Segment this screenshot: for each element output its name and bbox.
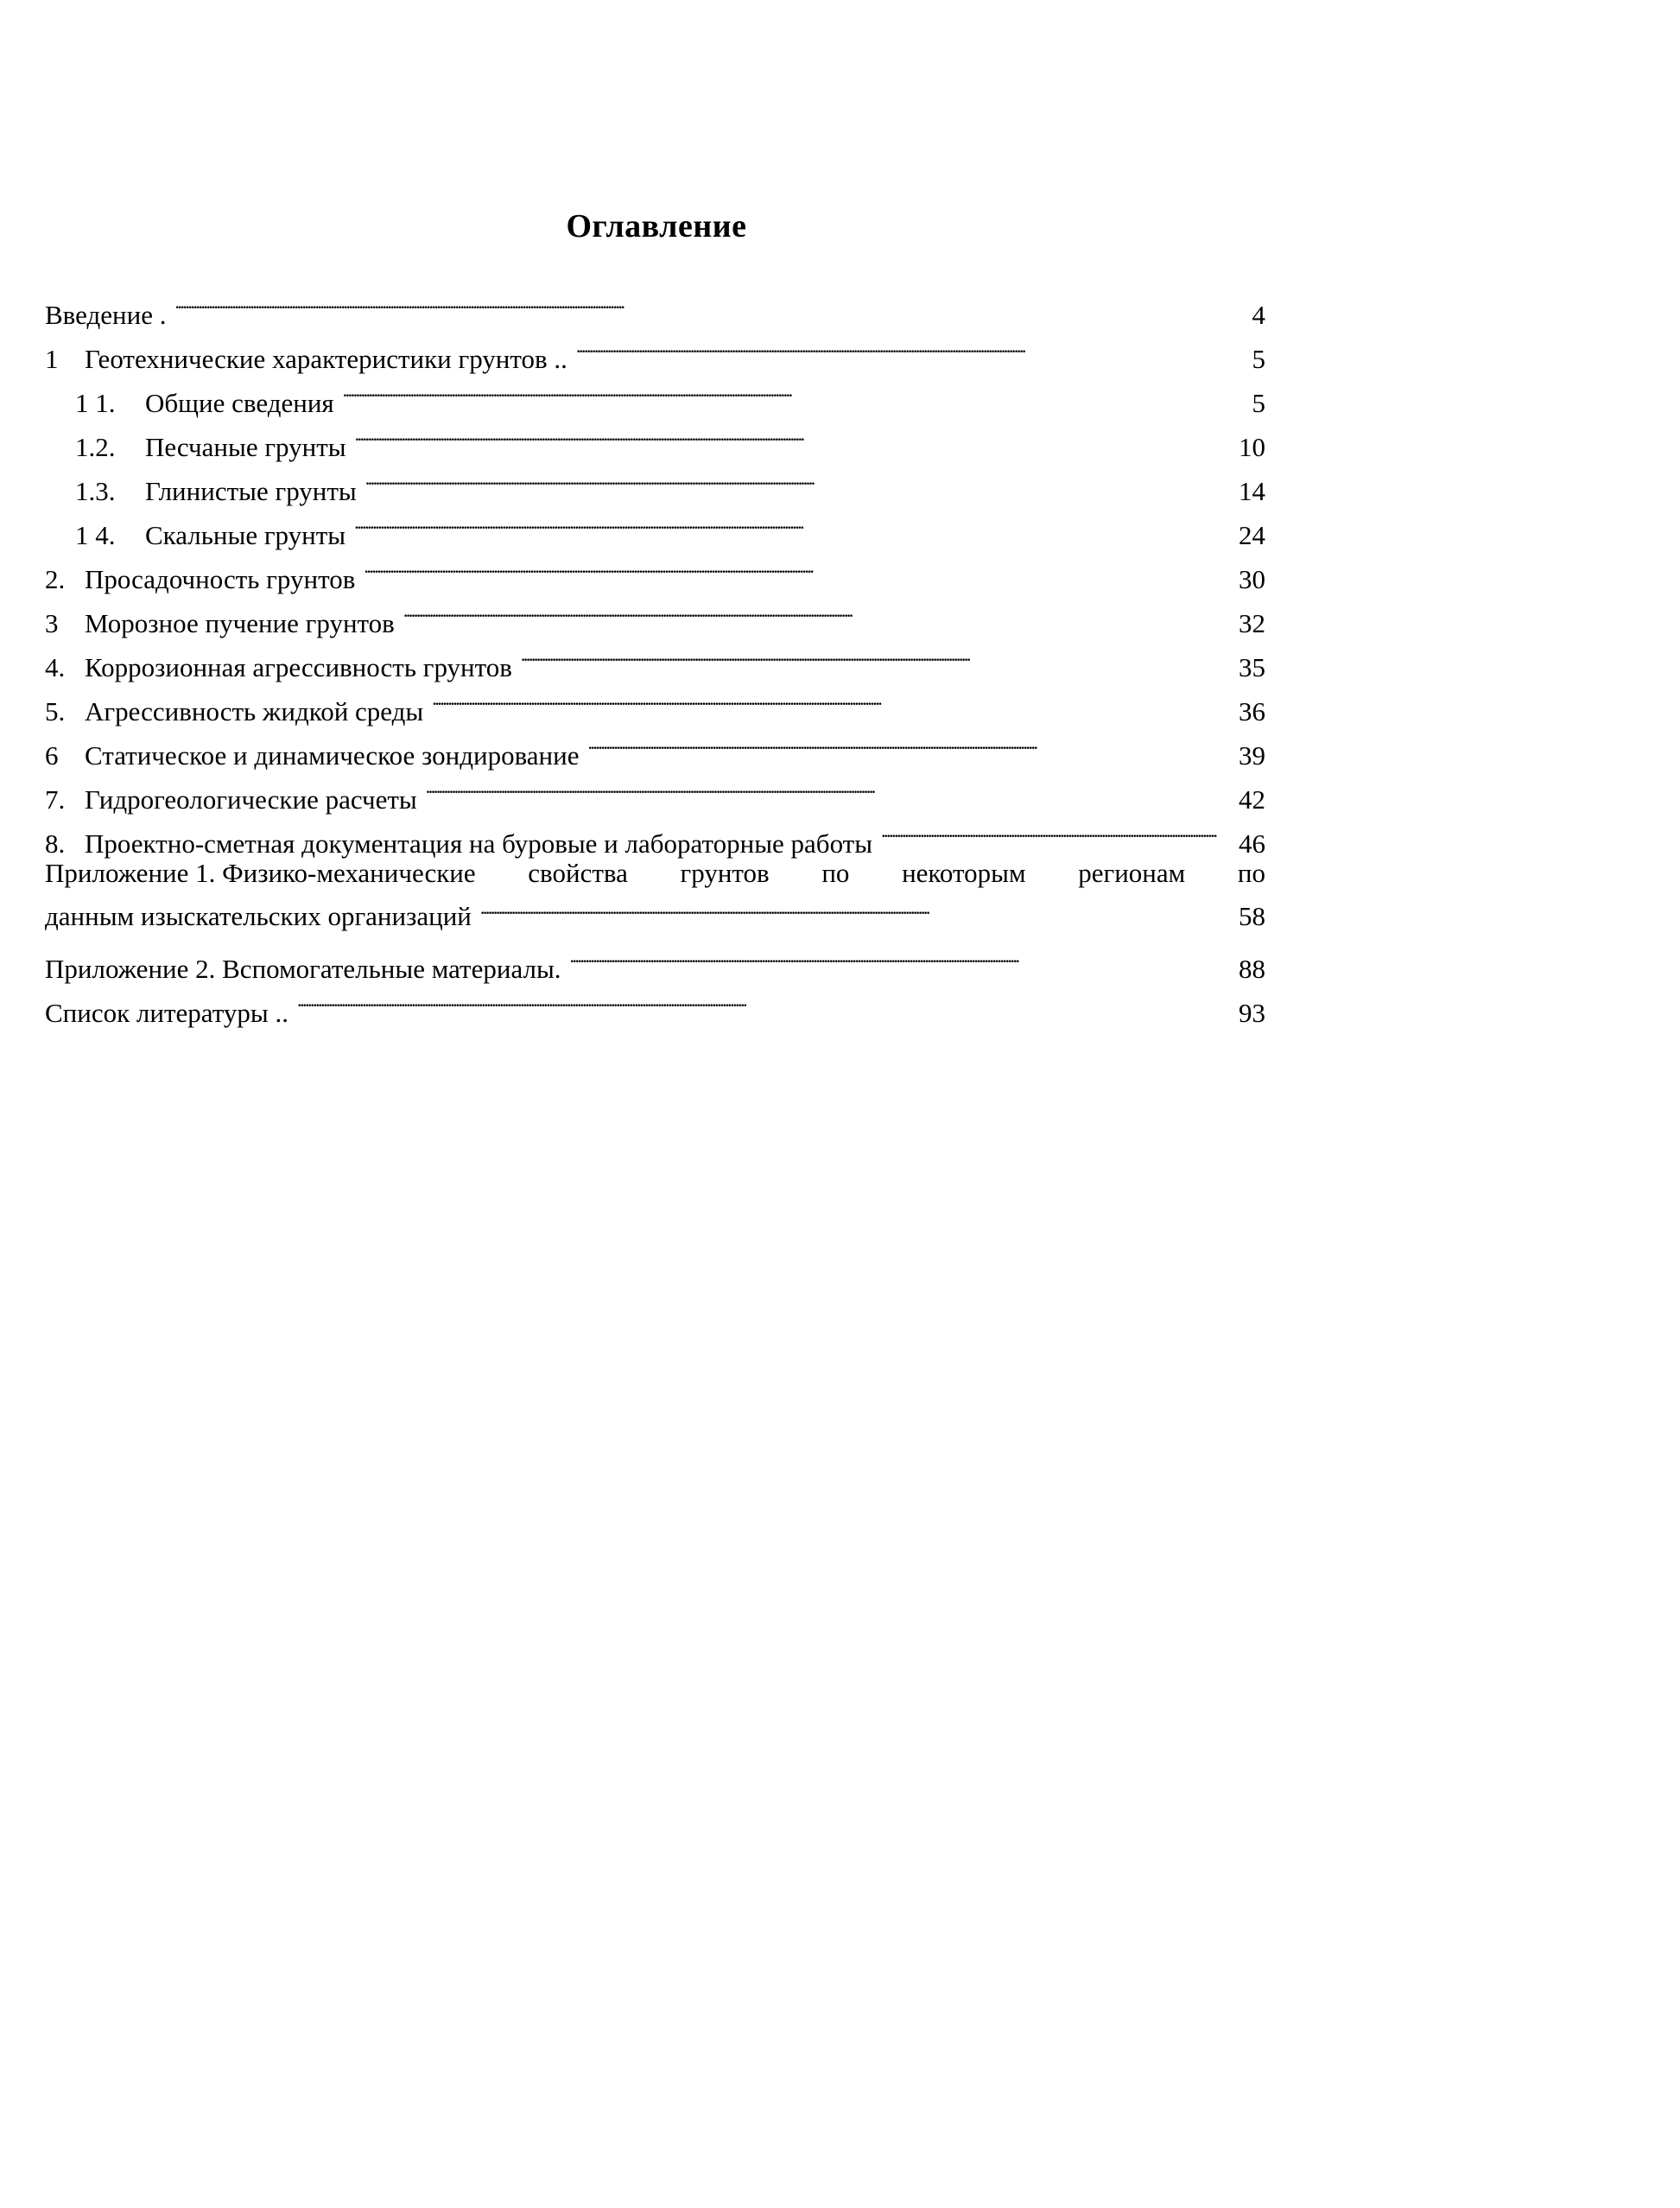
toc-entry-page: 14 xyxy=(1239,476,1265,506)
toc-entry-page: 35 xyxy=(1239,652,1265,682)
toc-entry-label: Приложение 2. Вспомогательные материалы. xyxy=(45,954,561,984)
toc-entry-page: 93 xyxy=(1239,998,1265,1028)
toc-entry-label: данным изыскательских организаций xyxy=(45,901,472,931)
dot-leader xyxy=(355,412,1217,456)
toc-entry-number: 8. xyxy=(45,828,66,859)
dot-leader xyxy=(403,588,1217,632)
toc-entry-number: 5. xyxy=(45,696,66,726)
toc-entry-number: 1 1. xyxy=(75,388,116,418)
appendix-1-word: по xyxy=(821,858,850,888)
toc-entry-label: Коррозионная агрессивность грунтов xyxy=(85,652,512,682)
dot-leader xyxy=(881,809,1217,853)
toc-entry-number: 1.3. xyxy=(75,476,116,506)
toc-entry-label: Геотехнические характеристики грунтов .. xyxy=(85,344,567,374)
appendix-1-word: регионам xyxy=(1078,858,1186,888)
toc-entry-label: Статическое и динамическое зондирование xyxy=(85,740,580,771)
toc-entry-label: Глинистые грунты xyxy=(145,476,357,506)
toc-entry-label: Проектно-сметная документация на буровые и лабораторные работы xyxy=(85,828,873,859)
appendix-1-word: грунтов xyxy=(680,858,770,888)
toc-entry-page: 10 xyxy=(1239,432,1265,462)
dot-leader xyxy=(570,934,1217,978)
toc-entry-page: 46 xyxy=(1239,828,1265,859)
toc-entry-page: 88 xyxy=(1239,954,1265,984)
toc-entry-label: Песчаные грунты xyxy=(145,432,346,462)
table-of-contents xyxy=(45,280,1265,1028)
toc-entry-number: 3 xyxy=(45,608,59,638)
toc-entry-label: Введение . xyxy=(45,300,167,330)
dot-leader xyxy=(343,368,1217,412)
toc-entry-label: Общие сведения xyxy=(145,388,334,418)
toc-entry-page: 36 xyxy=(1239,696,1265,726)
dot-leader xyxy=(174,280,1217,324)
appendix-1-second-line xyxy=(45,891,1265,929)
toc-entry-appendix-2[interactable] xyxy=(45,934,1265,984)
toc-entry-number: 7. xyxy=(45,784,66,815)
toc-entry-label: Список литературы .. xyxy=(45,998,288,1028)
toc-entry-intro[interactable] xyxy=(45,280,1265,330)
toc-entry-number: 1.2. xyxy=(75,432,116,462)
toc-entry-appendix-1[interactable] xyxy=(45,856,1265,929)
dot-leader xyxy=(480,891,1217,925)
dot-leader xyxy=(576,324,1217,368)
toc-entry-label: Скальные грунты xyxy=(145,520,346,550)
toc-entry-number: 2. xyxy=(45,564,66,594)
dot-leader xyxy=(365,456,1217,500)
dot-leader xyxy=(521,632,1217,676)
toc-entry-page: 39 xyxy=(1239,740,1265,771)
dot-leader xyxy=(426,765,1217,809)
toc-entry-page: 24 xyxy=(1239,520,1265,550)
toc-entry-label: Гидрогеологические расчеты xyxy=(85,784,417,815)
toc-entry-page: 30 xyxy=(1239,564,1265,594)
toc-entry-page: 5 xyxy=(1252,344,1265,374)
dot-leader xyxy=(432,676,1217,720)
dot-leader xyxy=(297,978,1217,1022)
toc-entry-label: Просадочность грунтов xyxy=(85,564,356,594)
toc-entry-1[interactable] xyxy=(45,324,1265,374)
appendix-1-word: свойства xyxy=(528,858,628,888)
toc-title: Оглавление xyxy=(566,208,747,244)
toc-entry-page: 5 xyxy=(1252,388,1265,418)
toc-entry-page: 32 xyxy=(1239,608,1265,638)
toc-entry-page: 42 xyxy=(1239,784,1265,815)
appendix-1-word: по xyxy=(1237,858,1265,888)
toc-entry-number: 4. xyxy=(45,652,66,682)
appendix-1-word: Приложение 1. Физико-механические xyxy=(45,858,476,888)
toc-entry-page: 4 xyxy=(1252,300,1265,330)
dot-leader xyxy=(364,544,1217,588)
toc-entry-label: Морозное пучение грунтов xyxy=(85,608,395,638)
toc-entry-number: 6 xyxy=(45,740,59,771)
dot-leader xyxy=(588,720,1217,765)
toc-entry-page: 58 xyxy=(1239,901,1265,931)
toc-entry-number: 1 4. xyxy=(75,520,116,550)
toc-entry-label: Агрессивность жидкой среды xyxy=(85,696,424,726)
dot-leader xyxy=(354,500,1217,544)
toc-entry-number: 1 xyxy=(45,344,59,374)
appendix-1-word: некоторым xyxy=(902,858,1026,888)
